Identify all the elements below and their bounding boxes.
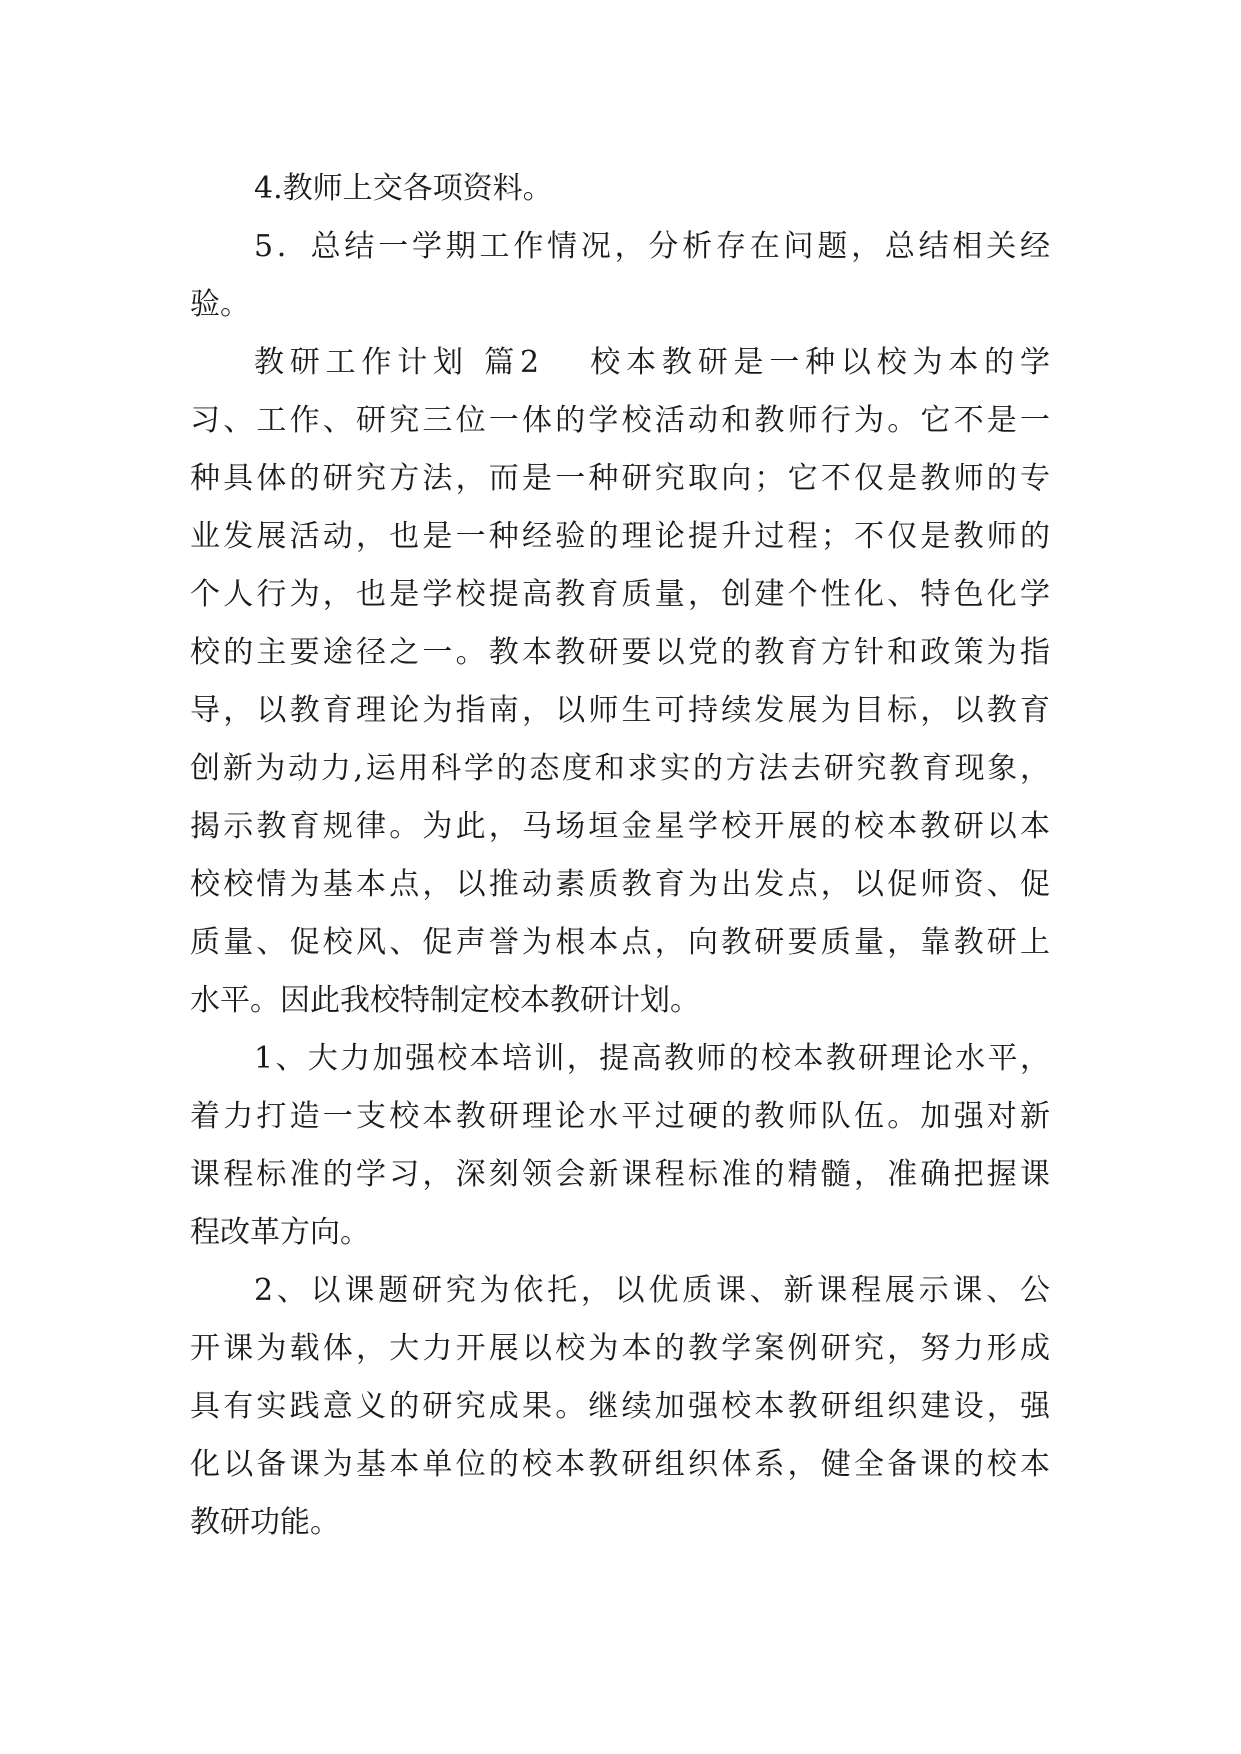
text-line: 揭示教育规律。为此，马场垣金星学校开展的校本教研以本 [190,809,1050,844]
text-line: 习、工作、研究三位一体的学校活动和教师行为。它不是一 [190,403,1050,438]
text-line: 创新为动力,运用科学的态度和求实的方法去研究教育现象， [190,751,1050,786]
text-line: 教研功能。 [190,1505,340,1540]
section-heading-line: 教研工作计划 篇2 校本教研是一种以校为本的学 [254,345,1050,380]
text-line: 导，以教育理论为指南，以师生可持续发展为目标，以教育 [190,693,1050,728]
text-line: 2、以课题研究为依托，以优质课、新课程展示课、公 [254,1273,1050,1308]
text-line: 个人行为，也是学校提高教育质量，创建个性化、特色化学 [190,577,1050,612]
text-line: 开课为载体，大力开展以校为本的教学案例研究，努力形成 [190,1331,1050,1366]
text-line: 具有实践意义的研究成果。继续加强校本教研组织建设，强 [190,1389,1050,1424]
text-line: 课程标准的学习，深刻领会新课程标准的精髓，准确把握课 [190,1157,1050,1192]
text-line: 1、大力加强校本培训，提高教师的校本教研理论水平， [254,1041,1050,1076]
text-line: 4.教师上交各项资料。 [254,171,553,206]
text-line: 种具体的研究方法，而是一种研究取向；它不仅是教师的专 [190,461,1050,496]
text-line: 5．总结一学期工作情况，分析存在问题，总结相关经 [254,229,1050,264]
text-line: 程改革方向。 [190,1215,370,1250]
text-line: 质量、促校风、促声誉为根本点，向教研要质量，靠教研上 [190,925,1050,960]
text-line: 着力打造一支校本教研理论水平过硬的教师队伍。加强对新 [190,1099,1050,1134]
text-line: 业发展活动，也是一种经验的理论提升过程；不仅是教师的 [190,519,1050,554]
text-line: 校的主要途径之一。教本教研要以党的教育方针和政策为指 [190,635,1050,670]
document-page [190,160,1050,1552]
text-line: 水平。因此我校特制定校本教研计划。 [190,983,700,1018]
text-line: 验。 [190,287,250,322]
text-line: 化以备课为基本单位的校本教研组织体系，健全备课的校本 [190,1447,1050,1482]
text-line: 校校情为基本点，以推动素质教育为出发点，以促师资、促 [190,867,1050,902]
